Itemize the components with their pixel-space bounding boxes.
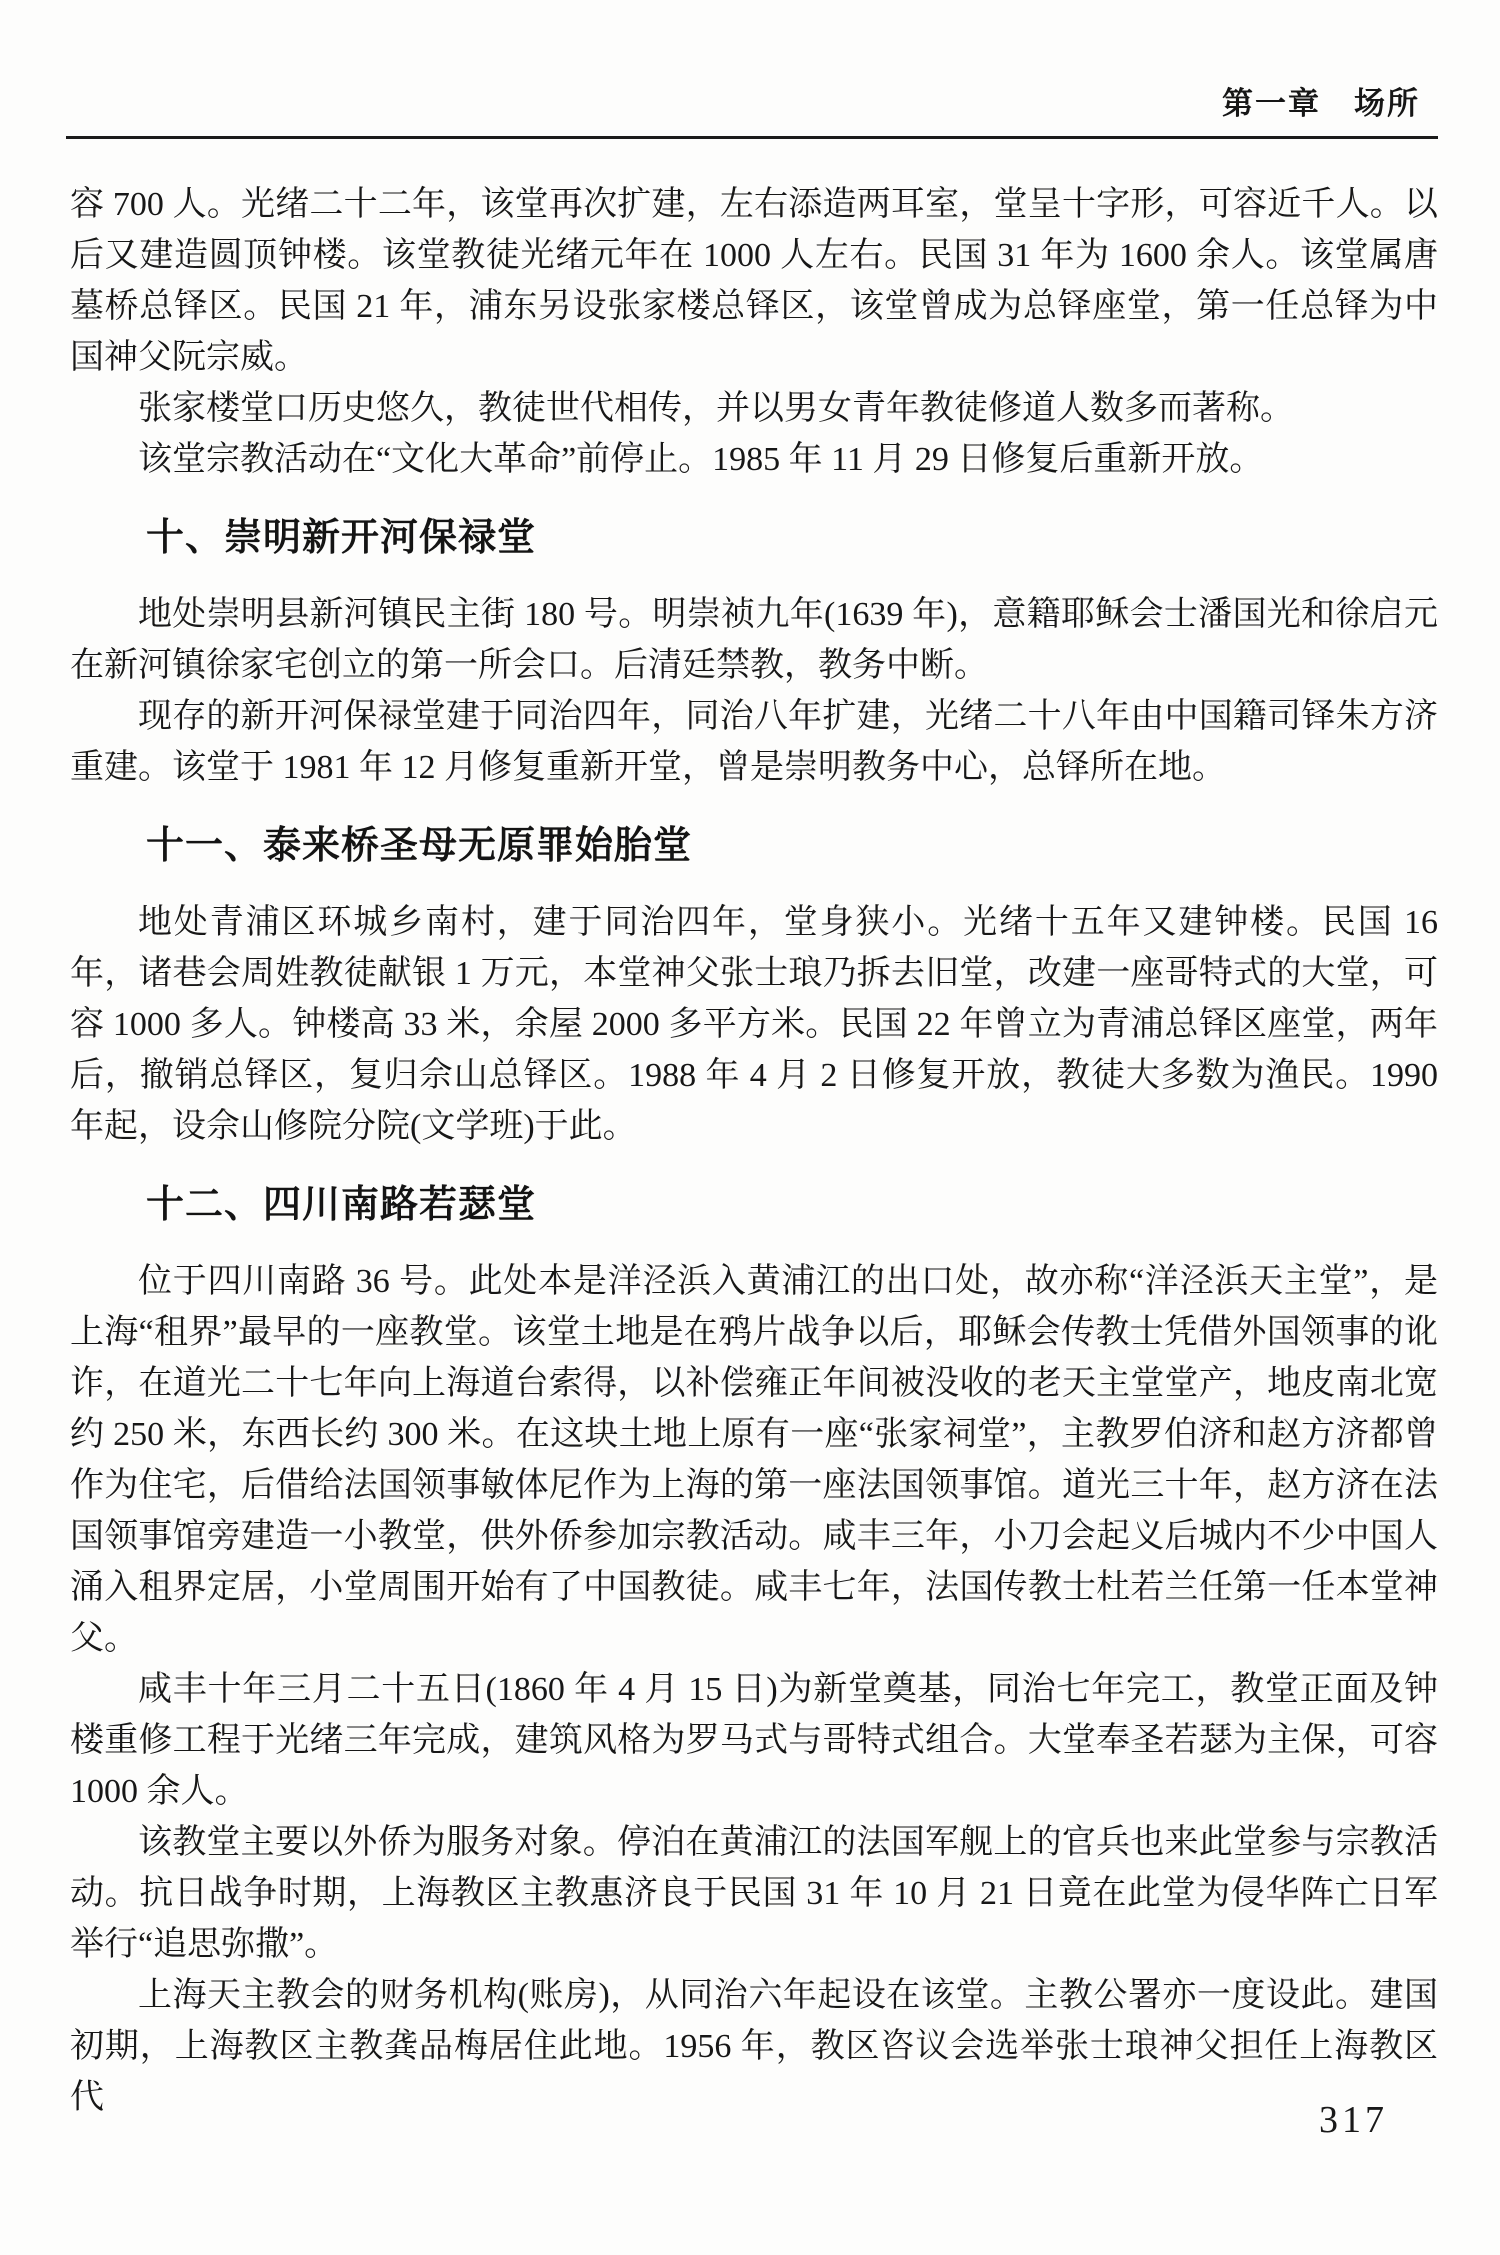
body-paragraph: 地处崇明县新河镇民主街 180 号。明崇祯九年(1639 年)，意籍耶稣会士潘国光和徐启元在新河镇徐家宅创立的第一所会口。后清廷禁教，教务中断。 xyxy=(70,596,1438,684)
section-heading: 十、崇明新开河保禄堂 xyxy=(146,517,537,559)
body-paragraph: 咸丰十年三月二十五日(1860 年 4 月 15 日)为新堂奠基，同治七年完工，教堂正面及钟楼重修工程于光绪三年完成，建筑风格为罗马式与哥特式组合。大堂奉圣若瑟为主保，可容 1000 余人。 xyxy=(70,1671,1438,1810)
body-paragraph: 现存的新开河保禄堂建于同治四年，同治八年扩建，光绪二十八年由中国籍司铎朱方济重建。该堂于 1981 年 12 月修复重新开堂，曾是崇明教务中心，总铎所在地。 xyxy=(70,698,1438,786)
body-paragraph: 该教堂主要以外侨为服务对象。停泊在黄浦江的法国军舰上的官兵也来此堂参与宗教活动。抗日战争时期，上海教区主教惠济良于民国 31 年 10 月 21 日竟在此堂为侵华阵亡日军举行“追思弥撒”。 xyxy=(70,1824,1438,1963)
page-body xyxy=(70,179,1438,2123)
section-heading: 十一、泰来桥圣母无原罪始胎堂 xyxy=(146,825,693,867)
body-paragraph: 上海天主教会的财务机构(账房)，从同治六年起设在该堂。主教公署亦一度设此。建国初期，上海教区主教龚品梅居住此地。1956 年，教区咨议会选举张士琅神父担任上海教区代 xyxy=(70,1977,1438,2116)
running-header xyxy=(0,0,1500,122)
header-rule xyxy=(66,136,1438,139)
body-paragraph: 该堂宗教活动在“文化大革命”前停止。1985 年 11 月 29 日修复后重新开放。 xyxy=(138,441,1264,478)
body-paragraph: 容 700 人。光绪二十二年，该堂再次扩建，左右添造两耳室，堂呈十字形，可容近千人。以后又建造圆顶钟楼。该堂教徒光绪元年在 1000 人左右。民国 31 年为 1600 余人。该堂属唐墓桥总铎区。民国 21 年，浦东另设张家楼总铎区，该堂曾成为总铎座堂，第一任总铎为中国神父阮宗威。 xyxy=(70,186,1438,376)
body-paragraph: 地处青浦区环城乡南村，建于同治四年，堂身狭小。光绪十五年又建钟楼。民国 16 年，诸巷会周姓教徒献银 1 万元，本堂神父张士琅乃拆去旧堂，改建一座哥特式的大堂，可容 1000 多人。钟楼高 33 米，余屋 2000 多平方米。民国 22 年曾立为青浦总铎区座堂，两年后，撤销总铎区，复归佘山总铎区。1988 年 4 月 2 日修复开放，教徒大多数为渔民。1990 年起，设佘山修院分院(文学班)于此。 xyxy=(70,904,1438,1145)
body-paragraph: 位于四川南路 36 号。此处本是洋泾浜入黄浦江的出口处，故亦称“洋泾浜天主堂”，是上海“租界”最早的一座教堂。该堂土地是在鸦片战争以后，耶稣会传教士凭借外国领事的讹诈，在道光二十七年向上海道台索得，以补偿雍正年间被没收的老天主堂堂产，地皮南北宽约 250 米，东西长约 300 米。在这块土地上原有一座“张家祠堂”，主教罗伯济和赵方济都曾作为住宅，后借给法国领事敏体尼作为上海的第一座法国领事馆。道光三十年，赵方济在法国领事馆旁建造一小教堂，供外侨参加宗教活动。咸丰三年，小刀会起义后城内不少中国人涌入租界定居，小堂周围开始有了中国教徒。咸丰七年，法国传教士杜若兰任第一任本堂神父。 xyxy=(70,1263,1438,1657)
page-number: 317 xyxy=(1319,2099,1388,2141)
section-heading: 十二、四川南路若瑟堂 xyxy=(146,1184,537,1226)
body-paragraph: 张家楼堂口历史悠久，教徒世代相传，并以男女青年教徒修道人数多而著称。 xyxy=(138,390,1294,427)
chapter-title: 第一章 场所 xyxy=(1222,86,1420,121)
